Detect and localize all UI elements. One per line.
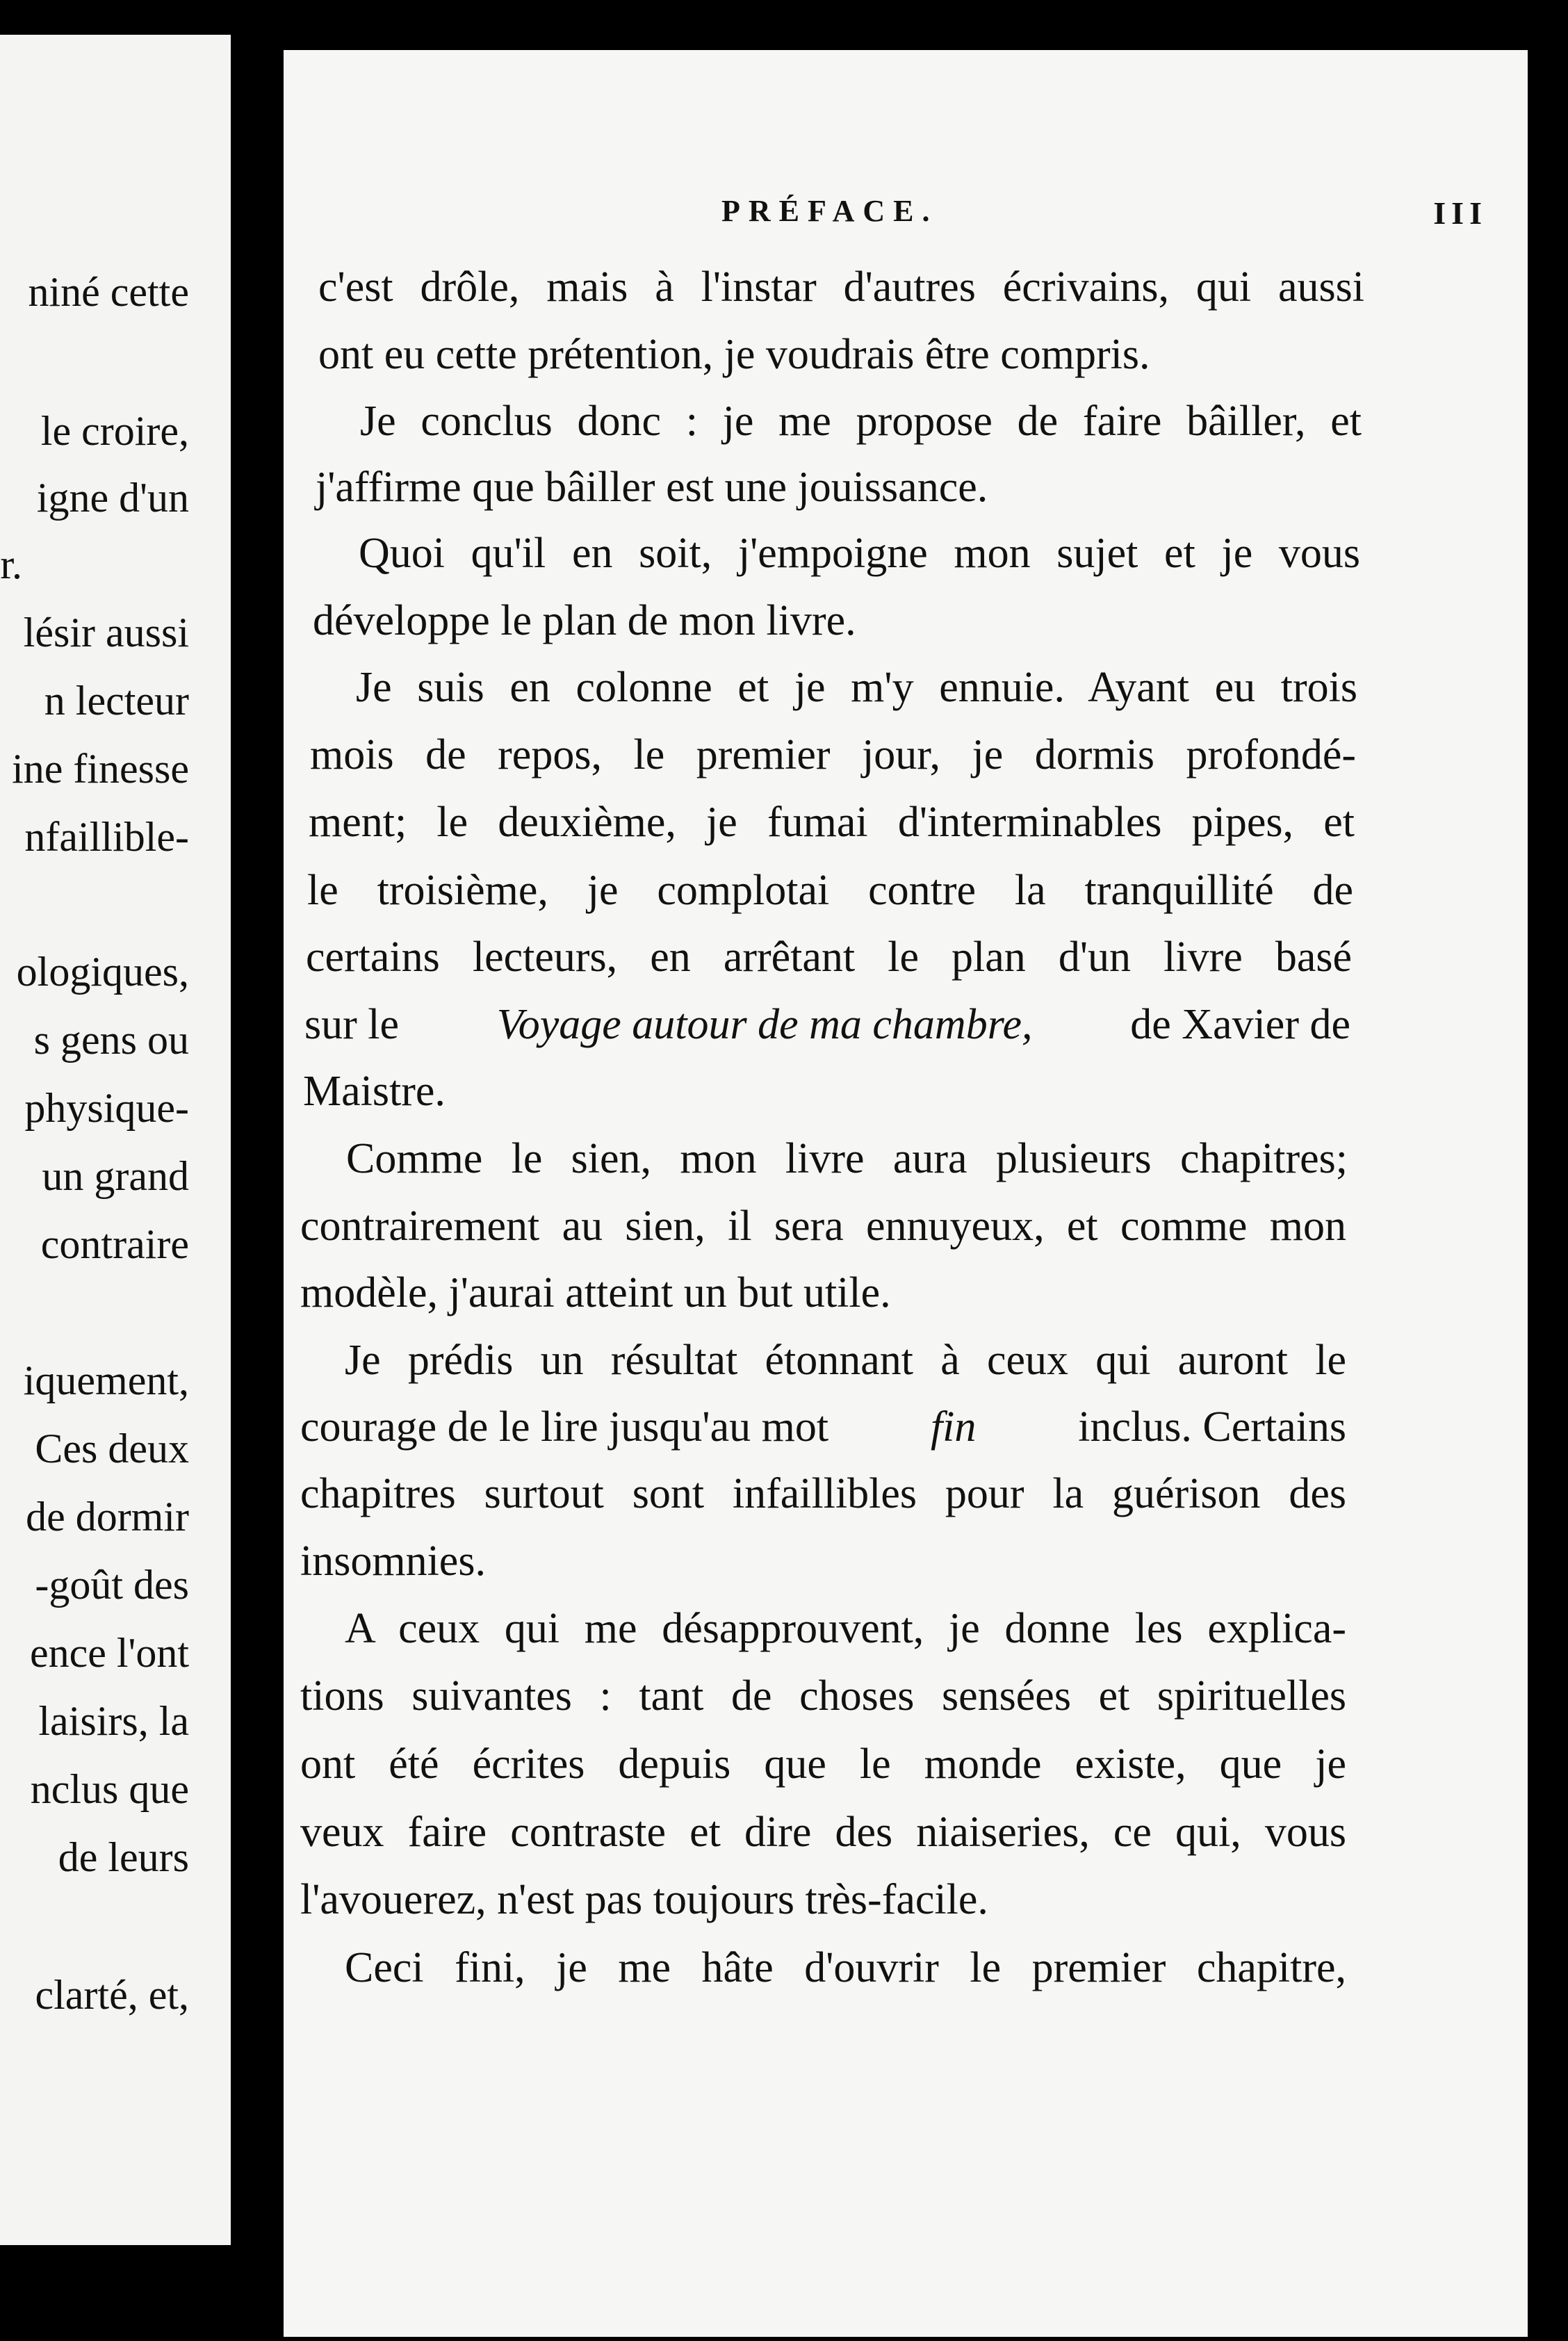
left-text-line: r.	[0, 541, 22, 587]
text-line: veux faire contraste et dire des niaiseries, ce qui, vous	[300, 1809, 1346, 1856]
text-line: j'affirme que bâiller est une jouissance.	[316, 464, 988, 511]
left-text-line: s gens ou	[33, 1017, 189, 1063]
text-line: développe le plan de mon livre.	[313, 597, 856, 644]
left-text-line: un grand	[42, 1153, 189, 1199]
right-page	[284, 50, 1528, 2337]
left-text-line: nclus que	[30, 1766, 189, 1812]
text-segment: de Xavier de	[1130, 1001, 1350, 1048]
left-text-line: iquement,	[23, 1357, 189, 1403]
left-text-line: igne d'un	[36, 475, 189, 521]
text-segment: courage de le lire jusqu'au mot	[300, 1403, 829, 1451]
text-line: contrairement au sien, il sera ennuyeux, et comme mon	[300, 1202, 1346, 1250]
left-text-line: lésir aussi	[23, 610, 189, 655]
text-line: l'avouerez, n'est pas toujours très-facile.	[300, 1876, 988, 1923]
text-line: insomnies.	[300, 1537, 486, 1585]
text-line: Comme le sien, mon livre aura plusieurs chapitres;	[346, 1135, 1348, 1182]
text-segment: sur le	[304, 1001, 400, 1048]
text-line: Ceci fini, je me hâte d'ouvrir le premier chapitre,	[345, 1944, 1346, 1991]
left-text-line: nfaillible-	[24, 814, 189, 860]
text-line: Je prédis un résultat étonnant à ceux qui auront le	[345, 1337, 1346, 1384]
text-line: tions suivantes : tant de choses sensées et spirituelles	[300, 1672, 1346, 1720]
text-line: Je suis en colonne et je m'y ennuie. Ayant eu trois	[356, 664, 1357, 711]
italic-word: fin	[930, 1403, 977, 1451]
left-text-line: contraire	[40, 1221, 189, 1267]
left-text-line: physique-	[24, 1085, 189, 1131]
left-text-line: clarté, et,	[35, 1972, 189, 2018]
left-text-line: de leurs	[58, 1834, 189, 1880]
left-text-line: n lecteur	[44, 678, 189, 724]
left-text-line: niné cette	[28, 269, 189, 315]
text-line: Je conclus donc : je me propose de faire bâiller, et	[360, 398, 1362, 445]
left-text-line: de dormir	[26, 1494, 189, 1540]
text-line: Quoi qu'il en soit, j'empoigne mon sujet et je vous	[359, 530, 1360, 577]
left-page-fragment	[0, 35, 231, 2245]
text-line-italic-title	[304, 1003, 1350, 1046]
text-line: mois de repos, le premier jour, je dormis profondé-	[310, 731, 1356, 778]
text-line: modèle, j'aurai atteint un but utile.	[300, 1269, 891, 1316]
text-line: A ceux qui me désapprouvent, je donne les explica-	[345, 1605, 1346, 1652]
text-line: ment; le deuxième, je fumai d'interminables pipes, et	[309, 799, 1355, 846]
page-number: III	[1433, 195, 1487, 231]
left-text-line: ologiques,	[16, 949, 189, 995]
text-line: chapitres surtout sont infaillibles pour la guérison des	[300, 1470, 1346, 1517]
left-text-line: laisirs, la	[38, 1698, 189, 1744]
text-line-italic-word	[300, 1405, 1346, 1449]
text-segment: inclus. Certains	[1078, 1403, 1346, 1451]
running-header: PRÉFACE.	[721, 194, 938, 228]
text-line: c'est drôle, mais à l'instar d'autres écrivains, qui aussi	[318, 263, 1364, 311]
text-line: le troisième, je complotai contre la tranquillité de	[307, 867, 1353, 914]
left-text-line: ine finesse	[12, 746, 189, 792]
text-line: Maistre.	[303, 1068, 446, 1115]
text-line: ont eu cette prétention, je voudrais être compris.	[318, 331, 1150, 378]
text-line: ont été écrites depuis que le monde existe, que je	[300, 1740, 1346, 1788]
text-line: certains lecteurs, en arrêtant le plan d'un livre basé	[306, 933, 1352, 981]
left-text-line: Ces deux	[35, 1426, 189, 1471]
left-text-line: ence l'ont	[29, 1630, 189, 1676]
left-text-line: -goût des	[35, 1562, 189, 1608]
book-title: Voyage autour de ma chambre,	[496, 1001, 1033, 1048]
left-text-line: le croire,	[40, 408, 189, 454]
